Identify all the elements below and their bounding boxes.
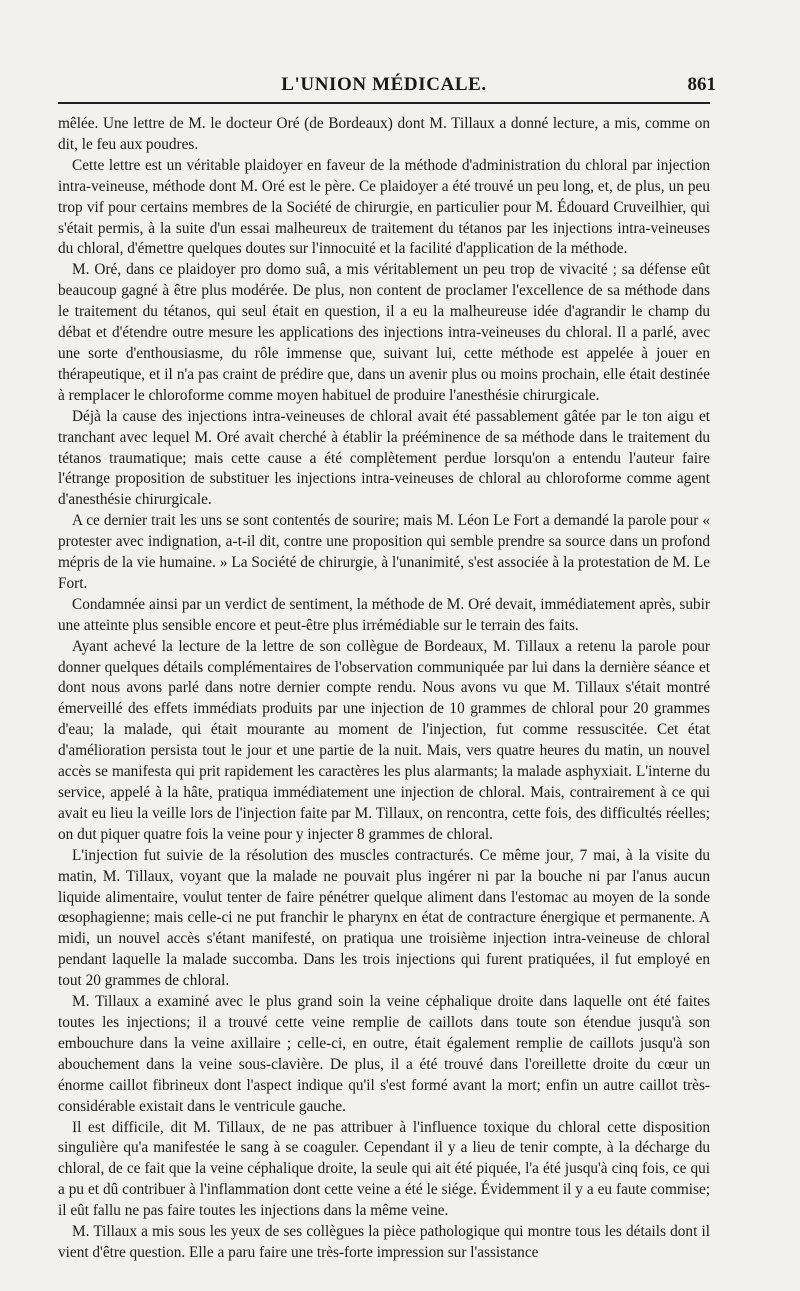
paragraph: mêlée. Une lettre de M. le docteur Oré (de Bordeaux) dont M. Tillaux a donné lecture, a mis, comme on dit, le feu aux poudres.: [58, 115, 710, 153]
paragraph: Cette lettre est un véritable plaidoyer en faveur de la méthode d'administration du chloral par injection intra-veineuse, méthode dont M. Oré est le père. Ce plaidoyer a été trouvé un peu long, et, de plus, un peu trop vif pour certains membres de la Société de chirurgie, en particulier pour M. Édouard Cruveilhier, qui s'était permis, à la suite d'un essai malheureux de traitement du tétanos par les injections intra-veineuses du chloral, d'émettre quelques doutes sur l'innocuité et la facilité d'application de la méthode.: [58, 156, 710, 258]
paragraph: Ayant achevé la lecture de la lettre de son collègue de Bordeaux, M. Tillaux a retenu la parole pour donner quelques détails complémentaires de l'observation communiquée par lui dans la dernière séance et dont nous avons parlé dans notre dernier compte rendu. Nous avons vu que M. Tillaux s'était montré émerveillé des effets immédiats produits par une injection de 10 grammes de chloral pour 20 grammes d'eau; la malade, qui était mourante au moment de l'injection, fut comme ressuscitée. Cet état d'amélioration persista tout le jour et une partie de la nuit. Mais, vers quatre heures du matin, un nouvel accès se manifesta qui prit rapidement les caractères les plus alarmants; la malade asphyxiait. L'interne du service, appelé à la hâte, pratiqua immédiatement une injection de chloral. Mais, contrairement à ce qui avait eu lieu la veille lors de l'injection faite par M. Tillaux, on rencontra, cette fois, des difficultés réelles; on dut piquer quatre fois la veine pour y injecter 8 grammes de chloral.: [58, 637, 710, 843]
running-header: [58, 68, 716, 104]
article-body: [58, 114, 710, 1264]
paragraph: Condamnée ainsi par un verdict de sentiment, la méthode de M. Oré devait, immédiatement après, subir une atteinte plus sensible encore et peut-être plus irrémédiable sur le terrain des faits.: [58, 595, 710, 634]
paragraph: M. Tillaux a examiné avec le plus grand soin la veine céphalique droite dans laquelle ont été faites toutes les injections; il a trouvé cette veine remplie de caillots dans toute son étendue jusqu'à son embouchure dans la veine axillaire ; celle-ci, en outre, était également remplie de caillots jusqu'à son abouchement dans la veine sous-clavière. De plus, il a été trouvé dans l'oreillette droite du cœur un énorme caillot fibrineux dont l'aspect indique qu'il s'est formé avant la mort; enfin un autre caillot très-considérable existait dans le ventricule gauche.: [58, 993, 710, 1115]
page-number: 861: [687, 74, 716, 95]
paragraph: M. Oré, dans ce plaidoyer pro domo suâ, a mis véritablement un peu trop de vivacité ; sa défense eût beaucoup gagné à être plus modérée. De plus, non content de proclamer l'excellence de sa méthode dans le traitement du tétanos, qui seul était en question, il a eu la malheureuse idée d'agrandir le champ du débat et d'étendre outre mesure les applications des injections intra-veineuses du chloral. Il a parlé, avec une sorte d'enthousiasme, du rôle immense que, suivant lui, cette méthode est appelée à jouer en thérapeutique, et il n'a pas craint de prédire que, dans un avenir plus ou moins prochain, elle était destinée à remplacer le chloroforme comme moyen habituel de produire l'anesthésie chirurgicale.: [58, 261, 710, 404]
paragraph: Déjà la cause des injections intra-veineuses de chloral avait été passablement gâtée par le ton aigu et tranchant avec lequel M. Oré avait cherché à établir la prééminence de sa méthode dans le traitement du tétanos traumatique; mais cette cause a été complètement perdue lorsqu'on a entendu l'auteur faire l'étrange proposition de substituer les injections intra-veineuses de chloral au chloroforme comme agent d'anesthésie chirurgicale.: [58, 407, 710, 509]
paragraph: M. Tillaux a mis sous les yeux de ses collègues la pièce pathologique qui montre tous les détails dont il vient d'être question. Elle a paru faire une très-forte impression sur l'assistance: [58, 1223, 710, 1261]
paragraph: Il est difficile, dit M. Tillaux, de ne pas attribuer à l'influence toxique du chloral cette disposition singulière qu'a manifestée le sang à se coaguler. Cependant il y a lieu de tenir compte, à la décharge du chloral, de ce fait que la veine céphalique droite, la seule qui ait été piquée, l'a été jusqu'à cinq fois, ce qui a pu et dû contribuer à l'inflammation dont cette veine a été le siége. Évidemment il y a eu faute commise; il eût fallu ne pas faire toutes les injections dans la même veine.: [58, 1118, 710, 1220]
journal-title: L'UNION MÉDICALE.: [281, 74, 487, 95]
paragraph: L'injection fut suivie de la résolution des muscles contracturés. Ce même jour, 7 mai, à la visite du matin, M. Tillaux, voyant que la malade ne pouvait plus ingérer ni par la bouche ni par l'anus aucun liquide alimentaire, voulut tenter de faire pénétrer quelque aliment dans l'estomac au moyen de la sonde œsophagienne; mais celle-ci ne put franchir le pharynx en état de contracture énergique et permanente. A midi, un nouvel accès s'étant manifesté, on pratiqua une troisième injection intra-veineuse de chloral pendant laquelle la malade succomba. Dans les trois injections qui furent pratiquées, il fut employé en tout 20 grammes de chloral.: [58, 846, 710, 990]
paragraph: A ce dernier trait les uns se sont contentés de sourire; mais M. Léon Le Fort a demandé la parole pour « protester avec indignation, a-t-il dit, contre une proposition qui semble prendre sa source dans un profond mépris de la vie humaine. » La Société de chirurgie, à l'unanimité, s'est associée à la protestation de M. Le Fort.: [58, 512, 710, 592]
